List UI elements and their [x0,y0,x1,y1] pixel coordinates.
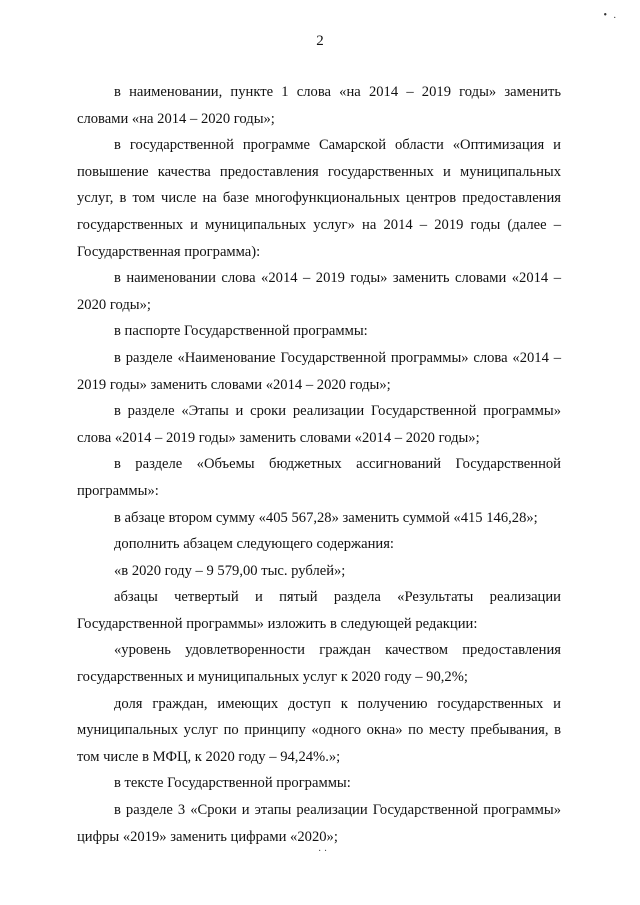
paragraph-7: в разделе «Объемы бюджетных ассигнований Государственной программы»: [77,456,561,499]
scan-specks: • . [603,10,618,21]
scan-specks-footer: · · [318,846,328,857]
paragraph-11: абзацы четвертый и пятый раздела «Результаты реализации Государственной программы» изложить в следующей редакции: [77,589,561,632]
paragraph-5: в разделе «Наименование Государственной программы» слова «2014 – 2019 годы» заменить словами «2014 – 2020 годы»; [77,349,561,393]
document-body [77,79,561,850]
paragraph-6: в разделе «Этапы и сроки реализации Государственной программы» слова «2014 – 2019 годы» заменить словами «2014 – 2020 годы»; [77,403,561,446]
paragraph-13: доля граждан, имеющих доступ к получению государственных и муниципальных услуг по принципу «одного окна» по месту пребывания, в том числе в МФЦ, к 2020 году – 94,24%.»; [77,695,561,765]
paragraph-3: в наименовании слова «2014 – 2019 годы» заменить словами «2014 – 2020 годы»; [77,270,561,313]
paragraph-2: в государственной программе Самарской области «Оптимизация и повышение качества предоставления государственных и муниципальных услуг, в том числе на базе многофункциональных центров предоставления государственных и муниципальных услуг» на 2014 – 2019 годы (далее – Государственная программа): [77,137,561,260]
paragraph-14: в тексте Государственной программы: [114,775,351,792]
paragraph-8: в абзаце втором сумму «405 567,28» заменить суммой «415 146,28»; [114,509,538,526]
paragraph-4: в паспорте Государственной программы: [114,323,368,340]
paragraph-9: дополнить абзацем следующего содержания: [114,536,394,553]
paragraph-12: «уровень удовлетворенности граждан качеством предоставления государственных и муниципальных услуг к 2020 году – 90,2%; [77,642,561,686]
paragraph-10: «в 2020 году – 9 579,00 тыс. рублей»; [114,562,346,579]
paragraph-1: в наименовании, пункте 1 слова «на 2014 – 2019 годы» заменить словами «на 2014 – 2020 годы»; [77,84,561,127]
paragraph-15: в разделе 3 «Сроки и этапы реализации Государственной программы» цифры «2019» заменить цифрами «2020»; [77,802,561,845]
page-number: 2 [316,33,324,49]
